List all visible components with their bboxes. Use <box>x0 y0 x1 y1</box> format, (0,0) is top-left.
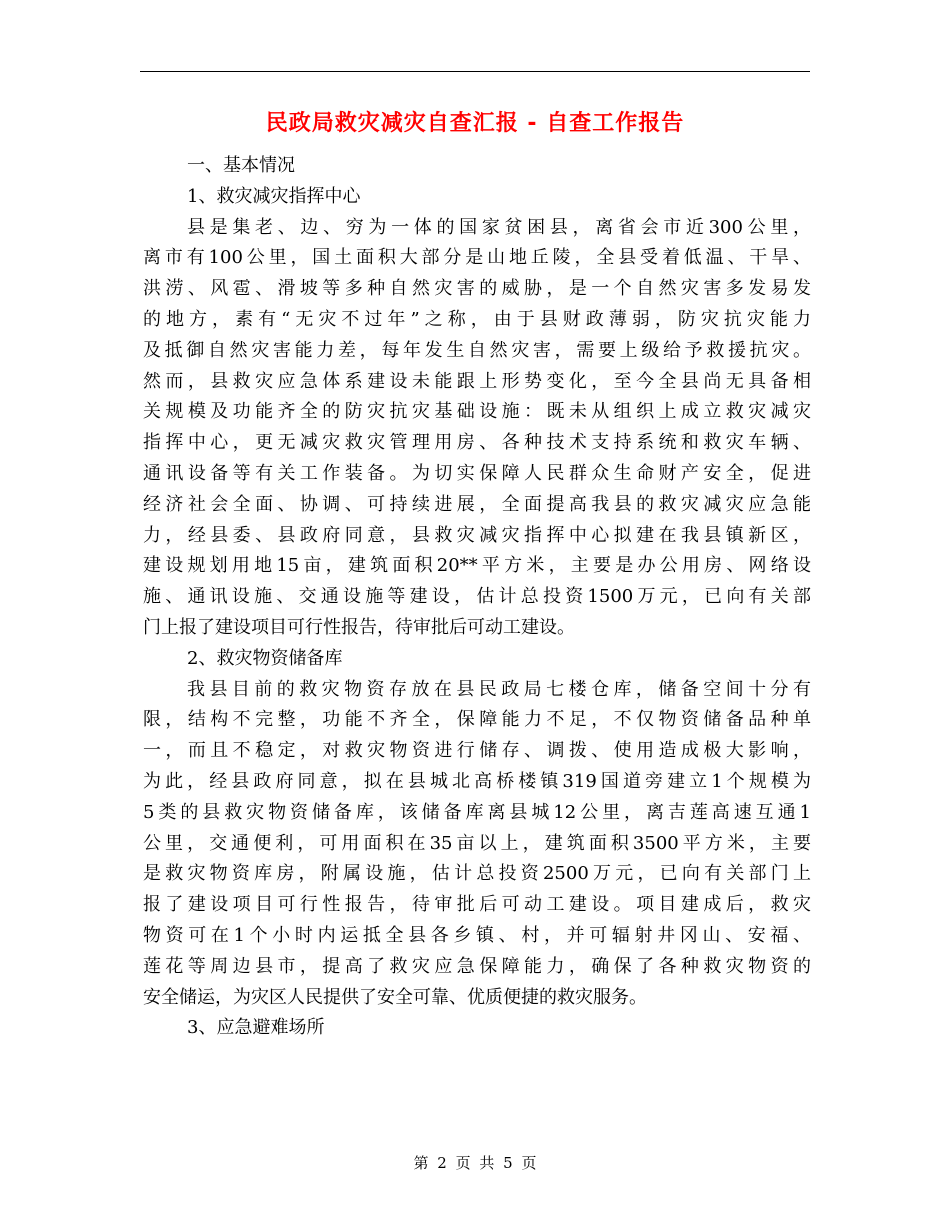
paragraph-line: 通讯设备等有关工作装备。为切实保障人民群众生命财产安全，促进 <box>143 462 811 484</box>
paragraph-line: 及抵御自然灾害能力差，每年发生自然灾害，需要上级给予救援抗灾。 <box>143 339 811 361</box>
paragraph-line: 洪涝、风雹、滑坡等多种自然灾害的威胁，是一个自然灾害多发易发 <box>143 278 811 300</box>
paragraph-line: 物资可在1个小时内运抵全县各乡镇、村，并可辐射井冈山、安福、 <box>143 924 811 946</box>
paragraph-line: 然而，县救灾应急体系建设未能跟上形势变化，至今全县尚无具备相 <box>143 370 811 392</box>
subsection-heading-shelter: 3、应急避难场所 <box>187 1017 325 1039</box>
paragraph-line: 一，而且不稳定，对救灾物资进行储存、调拨、使用造成极大影响， <box>143 740 811 762</box>
paragraph-line: 离市有100公里，国土面积大部分是山地丘陵，全县受着低温、干旱、 <box>143 247 811 269</box>
document-body <box>143 151 811 1044</box>
paragraph-line: 公里，交通便利，可用面积在35亩以上，建筑面积3500平方米，主要 <box>143 832 811 854</box>
paragraph-line: 县是集老、边、穷为一体的国家贫困县，离省会市近300公里， <box>187 216 811 238</box>
page-number-footer: 第 2 页 共 5 页 <box>413 1154 537 1172</box>
paragraph-line: 指挥中心，更无减灾救灾管理用房、各种技术支持系统和救灾车辆、 <box>143 432 811 454</box>
paragraph-line: 关规模及功能齐全的防灾抗灾基础设施：既未从组织上成立救灾减灾 <box>143 401 811 423</box>
paragraph-line: 5类的县救灾物资储备库，该储备库离县城12公里，离吉莲高速互通1 <box>143 801 811 823</box>
subsection-heading-storage: 2、救灾物资储备库 <box>187 647 343 669</box>
paragraph-line: 经济社会全面、协调、可持续进展，全面提高我县的救灾减灾应急能 <box>143 493 811 515</box>
paragraph-line: 莲花等周边县市，提高了救灾应急保障能力，确保了各种救灾物资的 <box>143 955 811 977</box>
subsection-heading-command-center: 1、救灾减灾指挥中心 <box>187 185 361 207</box>
paragraph-line: 安全储运，为灾区人民提供了安全可靠、优质便捷的救灾服务。 <box>143 986 647 1008</box>
paragraph-line: 力，经县委、县政府同意，县救灾减灾指挥中心拟建在我县镇新区， <box>143 524 811 546</box>
document-title: 民政局救灾减灾自查汇报 - 自查工作报告 <box>265 111 685 136</box>
paragraph-line: 的地方，素有“无灾不过年”之称，由于县财政薄弱，防灾抗灾能力 <box>143 308 811 330</box>
paragraph-line: 我县目前的救灾物资存放在县民政局七楼仓库，储备空间十分有 <box>187 678 811 700</box>
paragraph-line: 建设规划用地15亩，建筑面积20**平方米，主要是办公用房、网络设 <box>143 555 811 577</box>
paragraph-line: 为此，经县政府同意，拟在县城北高桥楼镇319国道旁建立1个规模为 <box>143 770 811 792</box>
paragraph-line: 限，结构不完整，功能不齐全，保障能力不足，不仅物资储备品种单 <box>143 709 811 731</box>
paragraph-line: 门上报了建设项目可行性报告，待审批后可动工建设。 <box>143 616 575 638</box>
header-rule <box>140 71 810 72</box>
section-heading-basic-info: 一、基本情况 <box>187 155 295 176</box>
paragraph-line: 施、通讯设施、交通设施等建设，估计总投资1500万元，已向有关部 <box>143 586 811 608</box>
paragraph-line: 是救灾物资库房，附属设施，估计总投资2500万元，已向有关部门上 <box>143 863 811 885</box>
paragraph-line: 报了建设项目可行性报告，待审批后可动工建设。项目建成后，救灾 <box>143 894 811 916</box>
